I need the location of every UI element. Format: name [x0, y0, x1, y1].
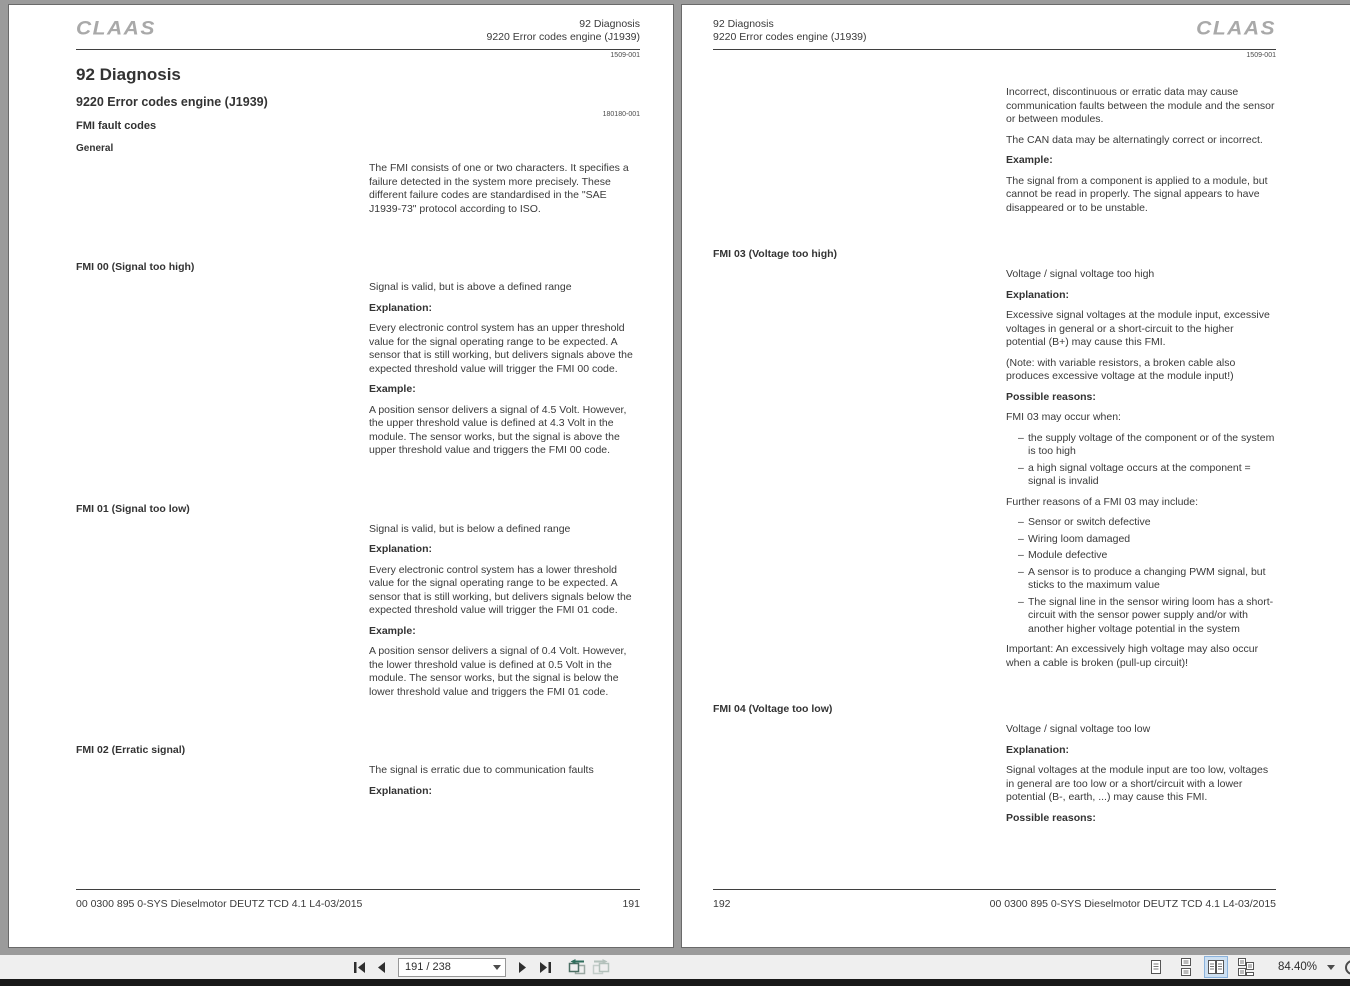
footer-page-number: 191: [622, 898, 640, 910]
continuous-layout-button[interactable]: [1174, 956, 1198, 978]
section-title: FMI 00 (Signal too high): [76, 261, 195, 273]
running-header-line1: 92 Diagnosis: [713, 18, 774, 30]
running-header-line2: 9220 Error codes engine (J1939): [713, 31, 867, 43]
paragraph: Excessive signal voltages at the module input, excessive voltages in general or a short-circuit to the higher potential (B+) may cause this FMI.: [1006, 309, 1270, 348]
paragraph: Voltage / signal voltage too low: [1006, 723, 1151, 735]
next-view-icon: [592, 959, 611, 975]
bullet-list: [1006, 432, 1276, 489]
footer-page-number: 192: [713, 898, 731, 910]
page-title: 92 Diagnosis: [76, 65, 181, 84]
bullet-list: [1006, 516, 1276, 636]
fmi-section: [713, 248, 1276, 677]
fmi-fault-codes-heading: FMI fault codes: [76, 120, 157, 132]
label: Example:: [369, 624, 416, 637]
label: Possible reasons:: [1006, 811, 1096, 824]
paragraph: A position sensor delivers a signal of 4.5 Volt. However, the upper threshold value is defined at 4.3 Volt in the module. The sensor works, but the signal is above the upper threshold value and triggers the FMI 00 code.: [369, 403, 627, 456]
zoom-level-value[interactable]: 84.40%: [1277, 961, 1317, 973]
fmi02-continuation-section: [713, 86, 1276, 222]
paragraph: (Note: with variable resistors, a broken cable also produces excessive voltage at the module input!): [1006, 356, 1236, 382]
previous-view-icon: [567, 959, 586, 975]
bullet-item: – A sensor is to produce a changing PWM signal, but sticks to the maximum value: [1018, 565, 1266, 591]
previous-view-button[interactable]: [564, 956, 589, 978]
page-number-input[interactable]: [398, 958, 506, 977]
fmi-section: [76, 503, 640, 707]
paragraph: Voltage / signal voltage too high: [1006, 268, 1155, 280]
paragraph: Signal voltages at the module input are too low, voltages in general are too low or a short/circuit with a lower potential (B-, earth, ...) may cause this FMI.: [1006, 764, 1269, 803]
claas-logo: CLAAS: [1196, 17, 1276, 40]
paragraph: Incorrect, discontinuous or erratic data may cause communication faults between the module and the sensor or between modules.: [1006, 86, 1275, 125]
bottom-strip: [0, 979, 1350, 986]
general-section: [76, 162, 640, 223]
next-view-button[interactable]: [589, 956, 614, 978]
paragraph: Every electronic control system has a lower threshold value for the signal operating range to be expected. A sensor that is still working, but delivers signals below the expected threshold value will trigger the FMI 01 code.: [369, 563, 632, 616]
two-page-layout-button[interactable]: [1204, 956, 1228, 978]
next-page-button[interactable]: [512, 956, 534, 978]
ref-number: 1509-001: [1246, 52, 1276, 59]
two-page-layout-icon: [1207, 958, 1225, 976]
first-page-button[interactable]: [348, 956, 370, 978]
header-rule: [76, 49, 640, 50]
ref-number: 1509-001: [610, 52, 640, 59]
paragraph: Every electronic control system has an upper threshold value for the signal operating range to be expected. A sensor that is still working, but delivers signals above the expected threshold value will trigger the FMI 00 code.: [369, 322, 633, 375]
paragraph: Signal is valid, but is above a defined range: [369, 281, 572, 293]
label: Explanation:: [369, 543, 433, 555]
document-page-left: [8, 4, 674, 948]
caret-down-icon[interactable]: [1327, 965, 1335, 970]
fmi-section: [76, 261, 640, 465]
section-title: FMI 01 (Signal too low): [76, 502, 190, 515]
single-page-layout-icon: [1147, 958, 1165, 976]
caret-down-icon: [493, 965, 501, 970]
bullet-item: – Module defective: [1018, 549, 1108, 561]
page-subtitle: 9220 Error codes engine (J1939): [76, 95, 268, 109]
previous-page-icon: [375, 961, 387, 974]
paragraph: Signal is valid, but is below a defined range: [369, 522, 571, 535]
two-page-continuous-layout-icon: [1237, 958, 1255, 976]
ref-number: 180180-001: [602, 111, 640, 118]
running-header-line1: 92 Diagnosis: [579, 18, 640, 30]
magnifier-icon[interactable]: [1345, 960, 1350, 975]
paragraph: FMI 03 may occur when:: [1006, 411, 1121, 423]
label: Example:: [369, 383, 416, 395]
label: Example:: [1006, 154, 1053, 166]
page-header: [76, 18, 640, 44]
label: Explanation:: [369, 784, 433, 797]
footer-doc-number: 00 0300 895 0-SYS Dieselmotor DEUTZ TCD 4.1 L4-03/2015: [76, 898, 363, 910]
paragraph: Important: An excessively high voltage may also occur when a cable is broken (pull-up circuit)!: [1006, 643, 1259, 669]
page-header: [713, 18, 1276, 44]
bullet-item: – Wiring loom damaged: [1018, 532, 1131, 545]
bullet-item: – The signal line in the sensor wiring loom has a short-circuit with the sensor power supply and/or with another higher voltage potential in the system: [1018, 595, 1274, 635]
header-rule: [713, 49, 1276, 50]
section-title: FMI 03 (Voltage too high): [713, 248, 838, 260]
section-title: FMI 04 (Voltage too low): [713, 703, 833, 715]
page-footer: [76, 889, 640, 911]
paragraph: The signal is erratic due to communication faults: [369, 764, 594, 776]
page-footer: [713, 889, 1276, 911]
bullet-item: – a high signal voltage occurs at the component = signal is invalid: [1018, 461, 1251, 487]
fmi-section: [76, 744, 640, 805]
running-header-line2: 9220 Error codes engine (J1939): [486, 31, 640, 43]
previous-page-button[interactable]: [370, 956, 392, 978]
two-page-continuous-layout-button[interactable]: [1234, 956, 1258, 978]
label: Explanation:: [1006, 743, 1070, 756]
continuous-layout-icon: [1177, 958, 1195, 976]
label: Explanation:: [1006, 288, 1070, 301]
viewer-toolbar: [0, 955, 1350, 979]
fmi-section: [713, 703, 1276, 832]
label: Explanation:: [369, 301, 433, 314]
single-page-layout-button[interactable]: [1144, 956, 1168, 978]
section-title: FMI 02 (Erratic signal): [76, 744, 186, 756]
paragraph: The FMI consists of one or two characters. It specifies a failure detected in the system more precisely. These different failure codes are standardised in the "SAE J1939-73" protocol according to ISO.: [369, 162, 629, 215]
bullet-item: – Sensor or switch defective: [1018, 516, 1151, 528]
paragraph: Further reasons of a FMI 03 may include:: [1006, 495, 1198, 508]
last-page-icon: [538, 961, 553, 974]
first-page-icon: [352, 961, 367, 974]
bullet-item: – the supply voltage of the component or of the system is too high: [1018, 431, 1275, 457]
label: Possible reasons:: [1006, 390, 1096, 403]
page-number-value: 191 / 238: [405, 961, 451, 973]
paragraph: The CAN data may be alternatingly correct or incorrect.: [1006, 133, 1263, 146]
next-page-icon: [517, 961, 529, 974]
paragraph: A position sensor delivers a signal of 0.4 Volt. However, the lower threshold value is defined at 0.5 Volt in the module. The sensor works, but the signal is below the lower threshold value and triggers the FMI 01 code.: [369, 645, 627, 698]
footer-doc-number: 00 0300 895 0-SYS Dieselmotor DEUTZ TCD 4.1 L4-03/2015: [989, 898, 1276, 910]
last-page-button[interactable]: [534, 956, 556, 978]
claas-logo: CLAAS: [76, 17, 156, 40]
document-page-right: [681, 4, 1350, 948]
general-heading: General: [76, 143, 114, 154]
paragraph: The signal from a component is applied to a module, but cannot be read in properly. The signal appears to have disappeared or to be unstable.: [1006, 174, 1268, 214]
